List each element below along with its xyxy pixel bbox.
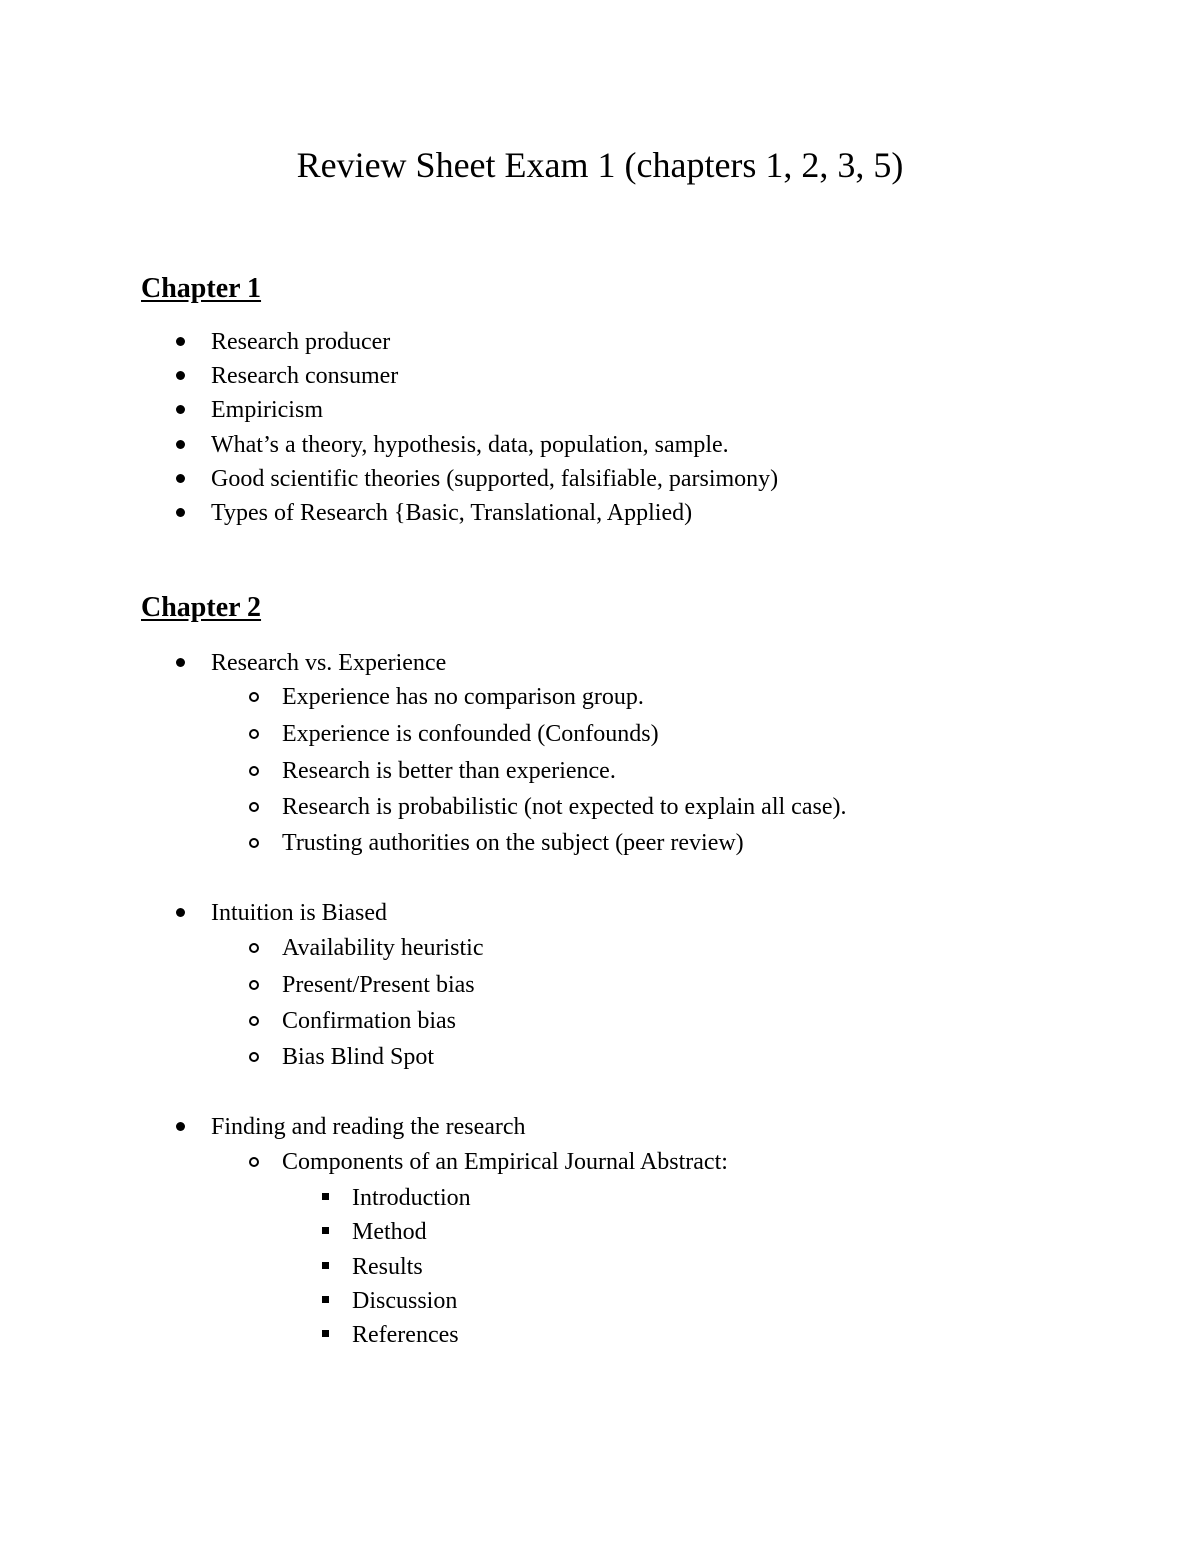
list-item: Good scientific theories (supported, falsifiable, parsimony) <box>211 466 779 492</box>
bullet-square-icon <box>322 1262 329 1269</box>
chapter-1-heading: Chapter 1 <box>141 273 262 304</box>
bullet-disc-icon <box>176 440 185 449</box>
list-item: Components of an Empirical Journal Abstract: <box>282 1149 728 1175</box>
document-title: Review Sheet Exam 1 (chapters 1, 2, 3, 5) <box>296 145 904 185</box>
list-item: Research vs. Experience <box>211 650 447 676</box>
list-item: Intuition is Biased <box>211 900 387 926</box>
list-item: Discussion <box>352 1288 458 1314</box>
list-item: Finding and reading the research <box>211 1114 526 1140</box>
list-item: References <box>352 1322 459 1348</box>
bullet-disc-icon <box>176 337 185 346</box>
list-item: Empiricism <box>211 397 323 423</box>
list-item: Results <box>352 1254 423 1280</box>
bullet-circle-icon <box>249 1157 259 1167</box>
bullet-disc-icon <box>176 908 185 917</box>
list-item: Research producer <box>211 329 391 355</box>
list-item: Experience is confounded (Confounds) <box>282 721 659 747</box>
chapter-2-heading: Chapter 2 <box>141 592 262 623</box>
bullet-disc-icon <box>176 474 185 483</box>
bullet-circle-icon <box>249 943 259 953</box>
list-item: Confirmation bias <box>282 1008 456 1034</box>
list-item: Bias Blind Spot <box>282 1044 435 1070</box>
list-item: Availability heuristic <box>282 935 484 961</box>
bullet-disc-icon <box>176 1122 185 1131</box>
list-item: Present/Present bias <box>282 972 475 998</box>
bullet-disc-icon <box>176 508 185 517</box>
bullet-circle-icon <box>249 838 259 848</box>
list-item: Research is better than experience. <box>282 758 616 784</box>
bullet-square-icon <box>322 1296 329 1303</box>
list-item: Trusting authorities on the subject (peer review) <box>282 830 744 856</box>
bullet-circle-icon <box>249 980 259 990</box>
bullet-circle-icon <box>249 1016 259 1026</box>
list-item: Experience has no comparison group. <box>282 684 644 710</box>
list-item: Research is probabilistic (not expected to explain all case). <box>282 794 847 820</box>
list-item: Types of Research {Basic, Translational, Applied) <box>211 500 693 526</box>
list-item: Method <box>352 1219 427 1245</box>
bullet-disc-icon <box>176 658 185 667</box>
bullet-circle-icon <box>249 766 259 776</box>
bullet-square-icon <box>322 1227 329 1234</box>
bullet-square-icon <box>322 1193 329 1200</box>
list-item: What’s a theory, hypothesis, data, population, sample. <box>211 432 729 458</box>
bullet-circle-icon <box>249 692 259 702</box>
bullet-square-icon <box>322 1330 329 1337</box>
bullet-circle-icon <box>249 729 259 739</box>
bullet-disc-icon <box>176 371 185 380</box>
bullet-disc-icon <box>176 405 185 414</box>
bullet-circle-icon <box>249 1052 259 1062</box>
list-item: Introduction <box>352 1185 471 1211</box>
bullet-circle-icon <box>249 802 259 812</box>
list-item: Research consumer <box>211 363 399 389</box>
